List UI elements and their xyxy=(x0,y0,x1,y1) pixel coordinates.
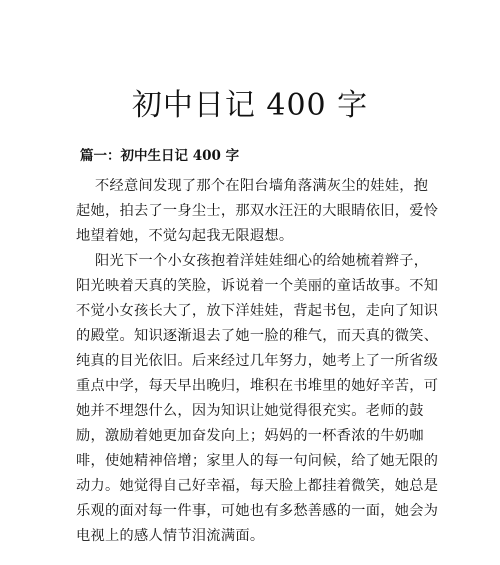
paragraph-2-line-11: 乐观的面对每一件事，可她也有多愁善感的一面，她会为 xyxy=(76,503,439,519)
paragraph-2-line-12: 电视上的感人情节泪流满面。 xyxy=(76,528,265,544)
paragraph-2-line-3: 不觉小女孩长大了，放下洋娃娃，背起书包，走向了知识 xyxy=(76,303,439,319)
paragraph-2-line-7: 她并不埋怨什么，因为知识让她觉得很充实。老师的鼓 xyxy=(76,403,424,419)
paragraph-1-line-2: 起她，拍去了一身尘士，那双水汪汪的大眼睛依旧，爱怜 xyxy=(76,203,439,219)
paragraph-1-line-1: 不经意间发现了那个在阳台墙角落满灰尘的娃娃，抱 xyxy=(95,178,429,194)
paragraph-1-line-3: 地望着她，不觉勾起我无限遐想。 xyxy=(76,228,294,244)
paragraph-2-line-4: 的殿堂。知识逐渐退去了她一脸的稚气，而天真的微笑、 xyxy=(76,328,439,344)
paragraph-2-line-2: 阳光映着天真的笑脸，诉说着一个美丽的童话故事。不知 xyxy=(76,278,439,294)
paragraph-2-line-1: 阳光下一个小女孩抱着洋娃娃细心的给她梳着辫子， xyxy=(95,253,429,269)
paragraph-2-line-9: 啡，使她精神倍增；家里人的每一句问候，给了她无限的 xyxy=(76,453,439,469)
section-heading: 篇一：初中生日记 400 字 xyxy=(80,148,240,164)
paragraph-2-line-6: 重点中学，每天早出晚归，堆积在书堆里的她好辛苦，可 xyxy=(76,378,439,394)
paragraph-2-line-10: 动力。她觉得自己好幸福，每天脸上都挂着微笑，她总是 xyxy=(76,478,439,494)
paragraph-2-line-5: 纯真的目光依旧。后来经过几年努力，她考上了一所省级 xyxy=(76,353,439,369)
document-title: 初中日记 400 字 xyxy=(131,88,369,123)
paragraph-2-line-8: 励，激励着她更加奋发向上；妈妈的一杯香浓的牛奶咖 xyxy=(76,428,424,444)
